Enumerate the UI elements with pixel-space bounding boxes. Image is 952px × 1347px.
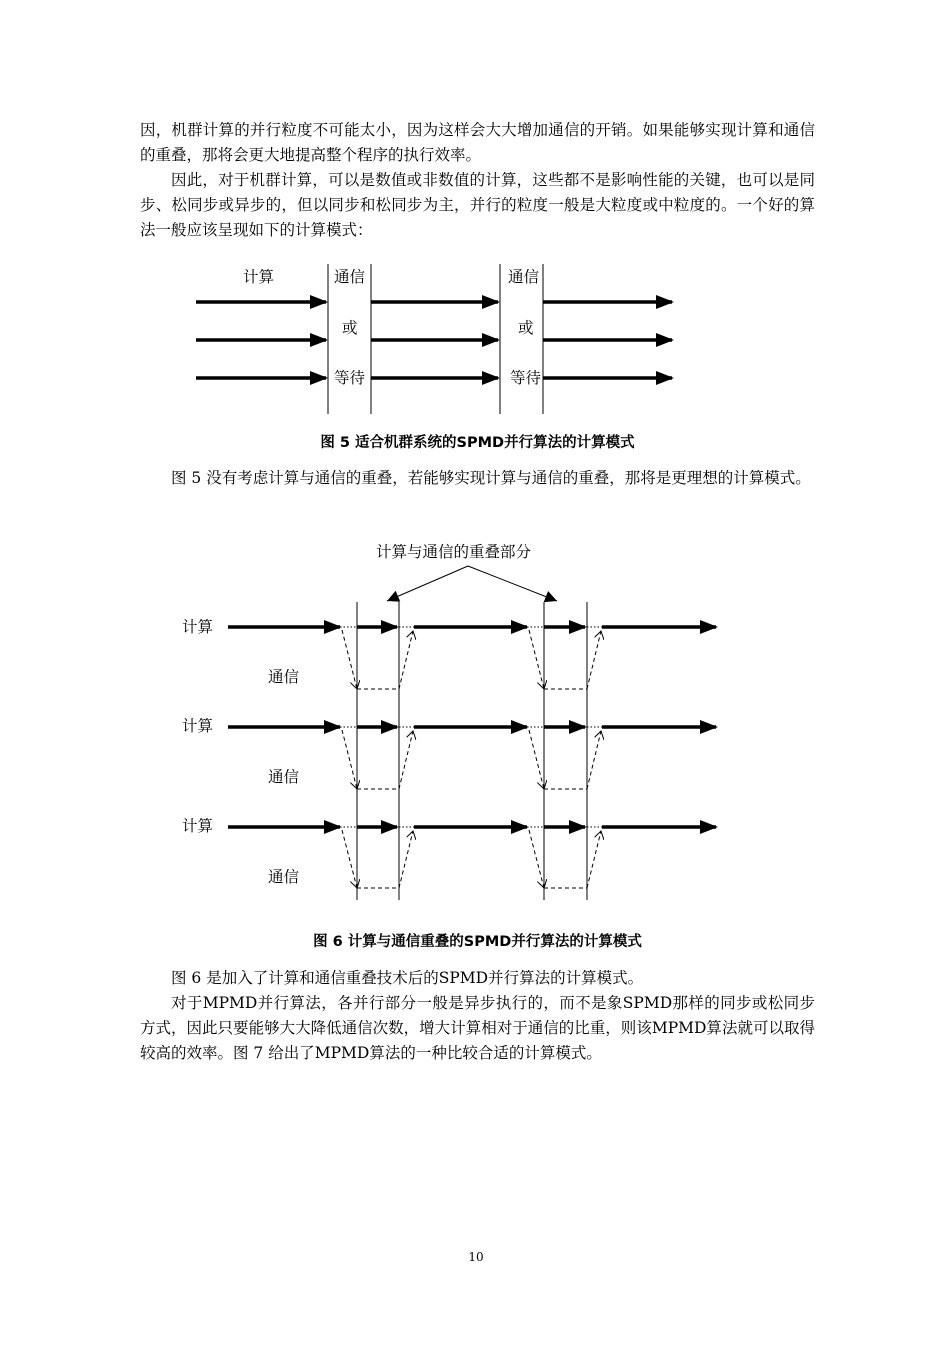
overlap-pointer [468, 566, 557, 601]
fig6-comm-label: 通信 [268, 768, 300, 786]
fig5-block-label: 通信 [334, 268, 366, 286]
figure-6-diagram [0, 535, 952, 910]
paragraph-5: 对于MPMD并行算法，各并行部分一般是异步执行的，而不是象SPMD那样的同步或松同步方式，因此只要能够大大降低通信次数，增大计算相对于通信的比重，则该MPMD算法就可以取得较高的效率。图 7 给出了MPMD算法的一种比较合适的计算模式。 [140, 994, 815, 1062]
fig6-comm-label: 通信 [268, 868, 300, 886]
fig6-compute-label: 计算 [182, 717, 214, 735]
overlap-pointer [387, 566, 468, 601]
fig6-comm-label: 通信 [268, 668, 300, 686]
fig6-compute-label: 计算 [182, 618, 214, 636]
fig5-block-label: 通信 [508, 268, 540, 286]
figure-5-diagram [0, 255, 952, 425]
paragraph-1: 因，机群计算的并行粒度不可能太小，因为这样会大大增加通信的开销。如果能够实现计算和通信的重叠，那将会更大地提高整个程序的执行效率。 [140, 121, 815, 164]
paragraph-2: 因此，对于机群计算，可以是数值或非数值的计算，这些都不是影响性能的关键，也可以是同步、松同步或异步的，但以同步和松同步为主，并行的粒度一般是大粒度或中粒度的。一个好的算法一般应该呈现如下的计算模式： [140, 171, 815, 239]
paragraph-3: 图 5 没有考虑计算与通信的重叠，若能够实现计算与通信的重叠，那将是更理想的计算模式。 [171, 469, 811, 487]
fig5-block-label: 等待 [334, 369, 366, 387]
overlap-label: 计算与通信的重叠部分 [376, 543, 532, 561]
fig5-block-label: 或 [518, 319, 534, 337]
paragraph-4: 图 6 是加入了计算和通信重叠技术后的SPMD并行算法的计算模式。 [171, 969, 644, 987]
figure-6-caption: 图 6 计算与通信重叠的SPMD并行算法的计算模式 [313, 934, 642, 950]
fig5-block-label: 或 [342, 319, 358, 337]
fig5-block-label: 等待 [510, 369, 542, 387]
figure-5-caption: 图 5 适合机群系统的SPMD并行算法的计算模式 [320, 435, 635, 451]
page-number: 10 [468, 1250, 484, 1264]
fig6-compute-label: 计算 [182, 817, 214, 835]
fig5-compute-label: 计算 [243, 268, 275, 286]
